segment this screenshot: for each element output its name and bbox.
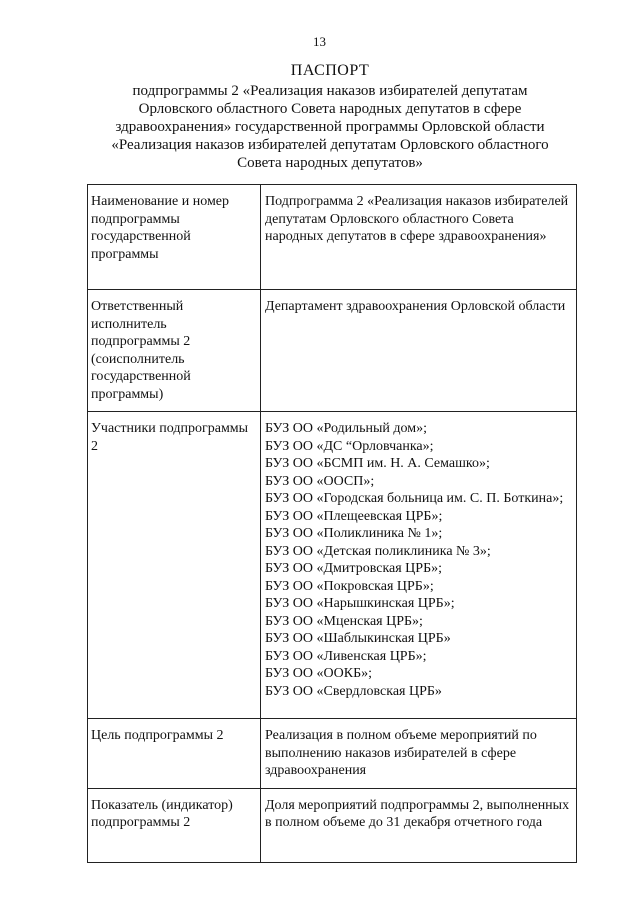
table-row [88,788,577,862]
row-label-executor: Ответственный исполнитель подпрограммы 2 (соисполнитель государственной программы) [88,290,261,412]
participants-list [261,412,577,719]
participant-item: БУЗ ОО «ООКБ»; [265,666,372,681]
participant-item: БУЗ ОО «БСМП им. Н. А. Семашко»; [265,456,490,471]
heading-line: «Реализация наказов избирателей депутатам Орловского областного [111,137,549,153]
participant-item: БУЗ ОО «Шаблыкинская ЦРБ» [265,631,451,646]
document-heading [60,62,600,172]
heading-line: подпрограммы 2 «Реализация наказов избирателей депутатам [132,83,528,99]
participant-item: БУЗ ОО «Покровская ЦРБ»; [265,578,434,594]
participant-item: БУЗ ОО «Свердловская ЦРБ» [265,683,442,699]
heading-line: здравоохранения» государственной программы Орловской области [115,119,545,135]
row-label-indicator: Показатель (индикатор) подпрограммы 2 [88,788,261,862]
participant-item: БУЗ ОО «Нарышкинская ЦРБ»; [265,596,455,611]
row-value-executor: Департамент здравоохранения Орловской области [261,290,577,412]
row-label-name: Наименование и номер подпрограммы государственной программы [88,185,261,290]
participant-item: БУЗ ОО «Поликлиника № 1»; [265,526,443,541]
participant-item: БУЗ ОО «Городская больница им. С. П. Боткина»; [265,491,564,506]
table-row [88,185,577,290]
page-number: 13 [313,34,326,49]
table-row [88,719,577,789]
participant-item: БУЗ ОО «Дмитровская ЦРБ»; [265,561,443,576]
row-label-participants: Участники подпрограммы 2 [88,412,261,719]
participant-item: БУЗ ОО «Детская поликлиника № 3»; [265,543,491,559]
participant-item: БУЗ ОО «ООСП»; [265,473,375,489]
participant-item: БУЗ ОО «Ливенская ЦРБ»; [265,648,427,664]
row-value-goal: Реализация в полном объеме мероприятий по выполнению наказов избирателей в сфере здравоохранения [261,719,577,789]
row-value-name: Подпрограмма 2 «Реализация наказов избирателей депутатам Орловского областного Совета народных депутатов в сфере здравоохранения» [261,185,577,290]
heading-line: Орловского областного Совета народных депутатов в сфере [138,101,522,117]
row-label-goal: Цель подпрограммы 2 [88,719,261,789]
participant-item: БУЗ ОО «Мценская ЦРБ»; [265,613,423,629]
heading-line: Совета народных депутатов» [237,155,423,171]
row-value-indicator: Доля мероприятий подпрограммы 2, выполненных в полном объеме до 31 декабря отчетного года [261,788,577,862]
participant-item: БУЗ ОО «ДС “Орловчанка»; [265,438,434,454]
table-row [88,412,577,719]
document-title: ПАСПОРТ [290,62,370,79]
passport-table [87,184,577,863]
table-row [88,290,577,412]
participant-item: БУЗ ОО «Родильный дом»; [265,421,428,436]
participant-item: БУЗ ОО «Плещеевская ЦРБ»; [265,508,443,524]
